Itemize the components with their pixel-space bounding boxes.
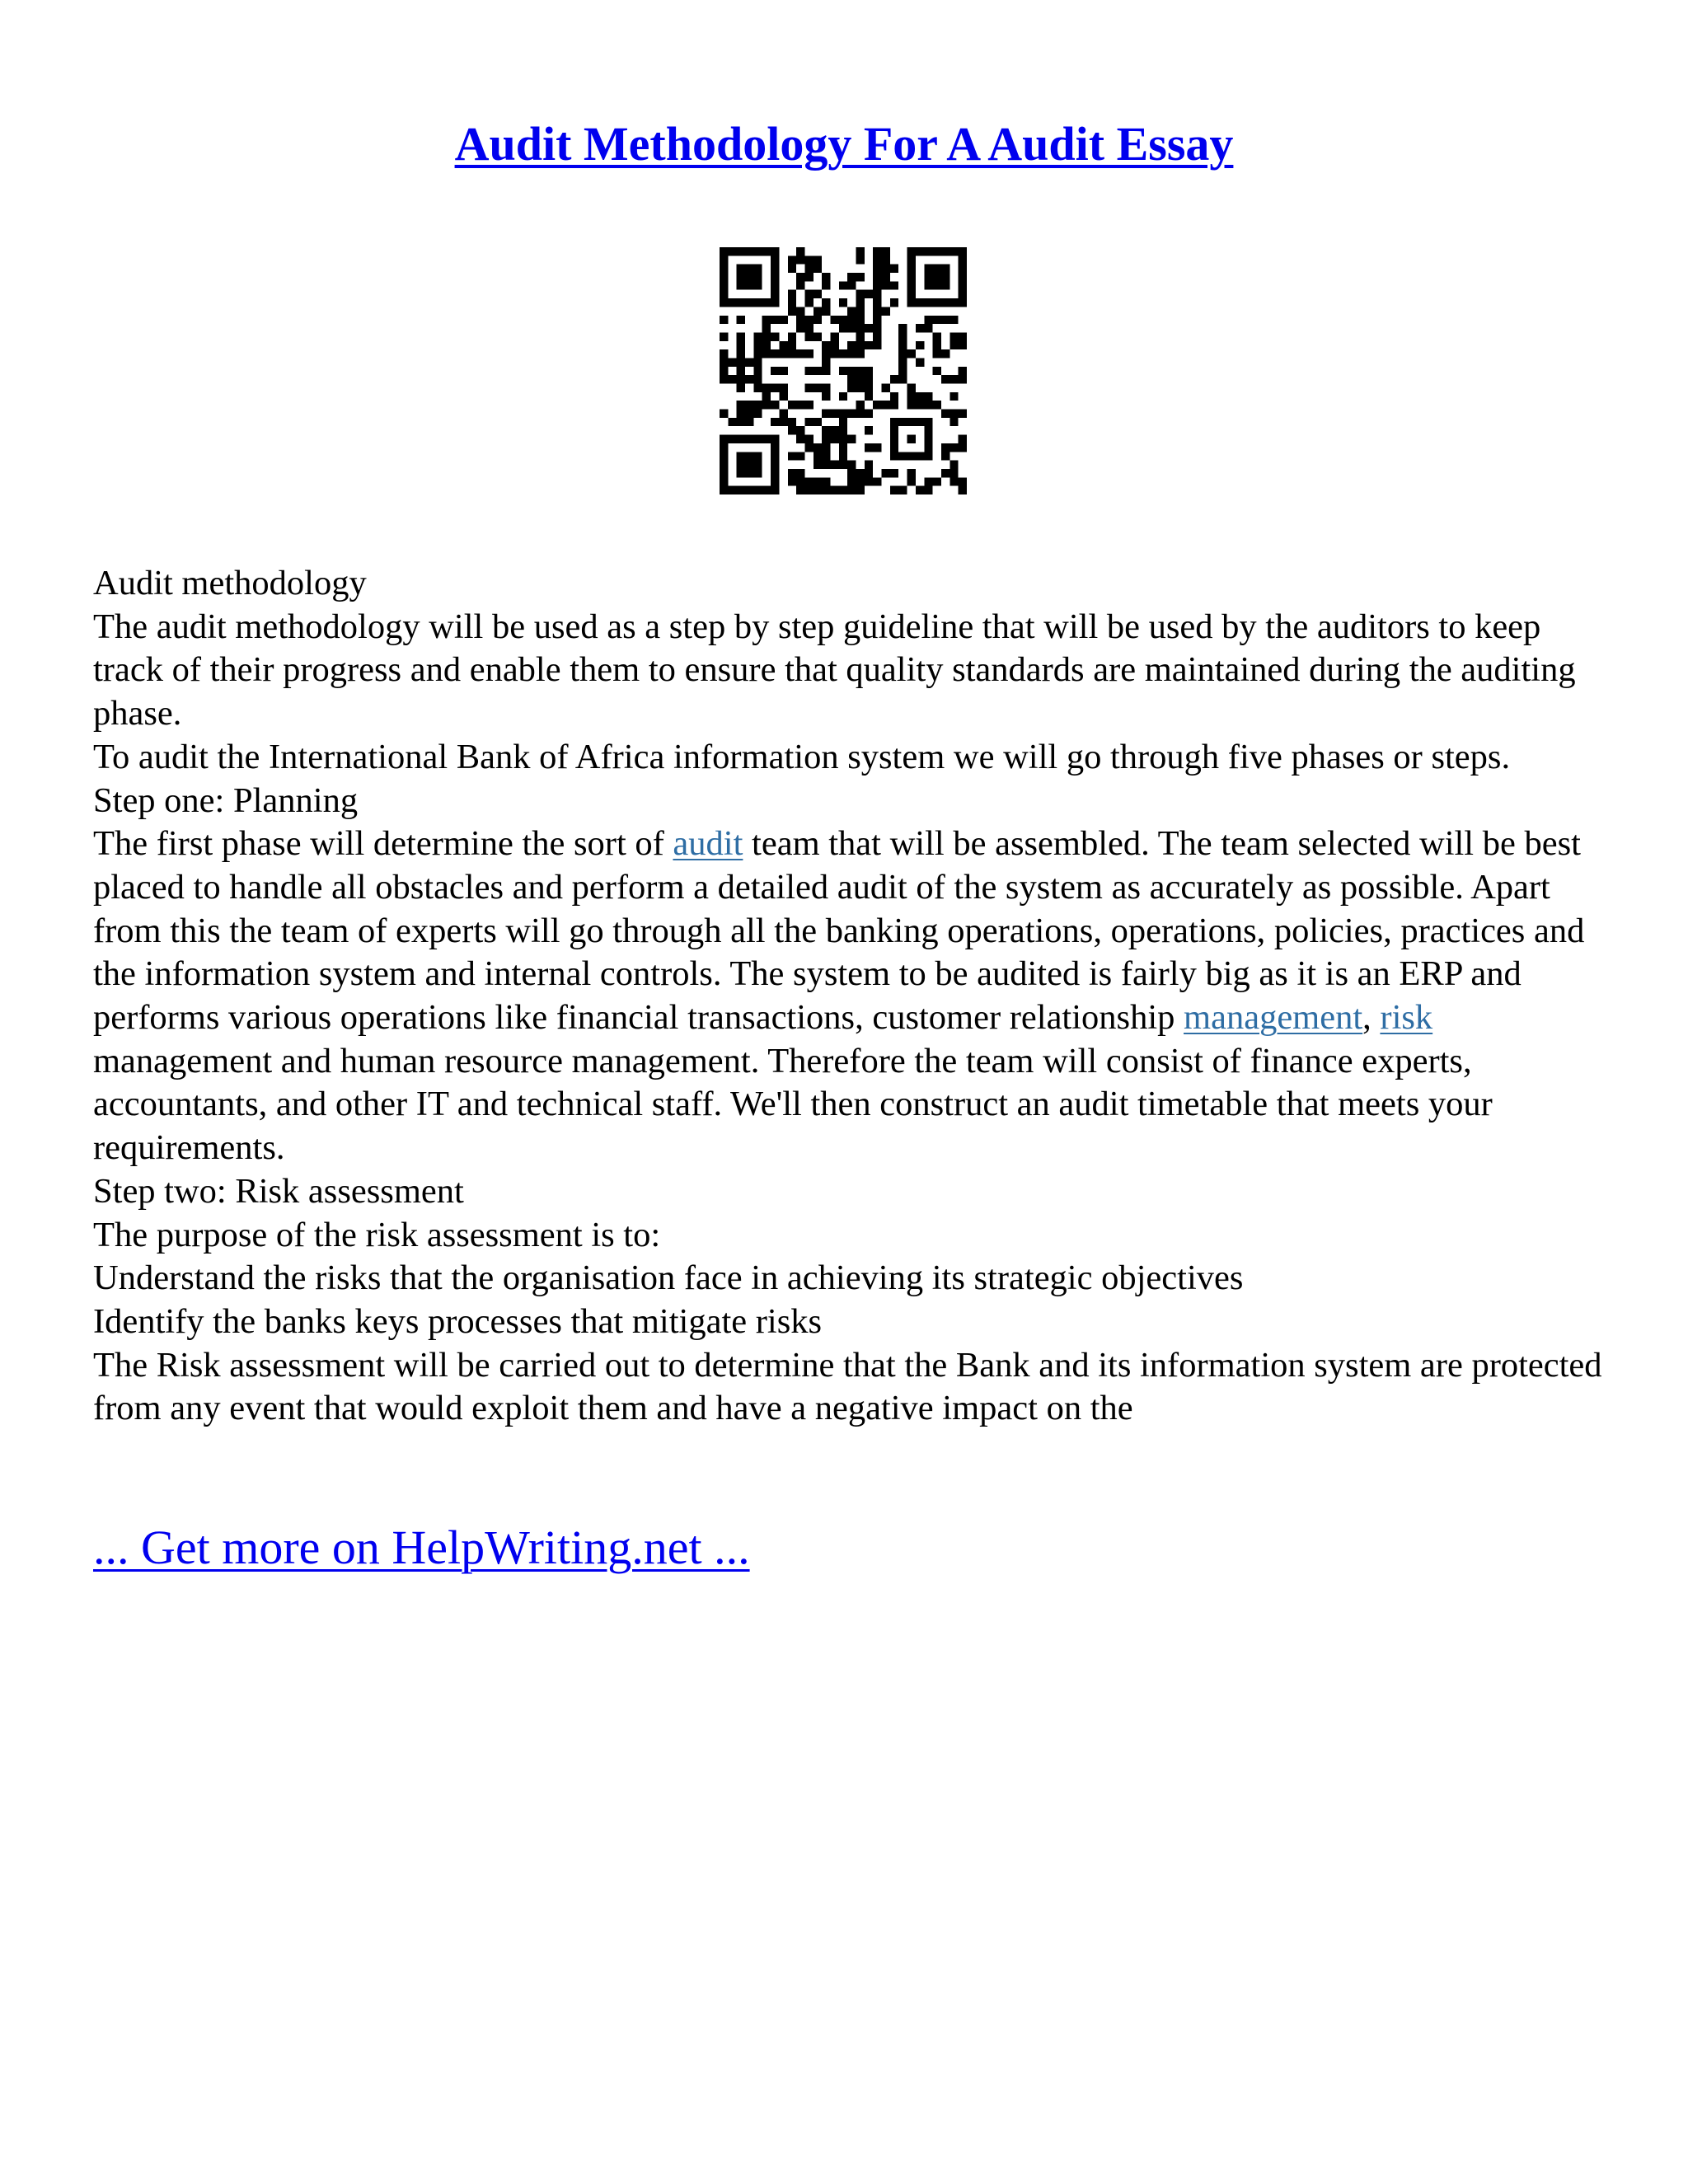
paragraph-text: The first phase will determine the sort of (93, 824, 673, 864)
section-heading: Audit methodology (93, 564, 367, 602)
paragraph-text: , (1362, 998, 1381, 1038)
paragraph: The audit methodology will be used as a step by step guideline that will be used by the auditors to keep track of their progress and enable them to ensure that quality standards are maintained during the auditing phase. (93, 607, 1576, 733)
paragraph (93, 823, 1610, 1170)
management-link[interactable]: management (1184, 998, 1363, 1038)
more-link-container (93, 1519, 750, 1577)
step-heading: Step two: Risk assessment (93, 1171, 464, 1211)
paragraph: The Risk assessment will be carried out to determine that the Bank and its information system are protected from any event that would exploit them and have a negative impact on the (93, 1345, 1602, 1428)
qr-code-icon (720, 247, 967, 494)
essay-body (93, 562, 1610, 1431)
list-item: Understand the risks that the organisation face in achieving its strategic objectives (93, 1258, 1244, 1298)
paragraph-text: team that will be assembled. The team selected will be best placed to handle all obstacles and perform a detailed audit of the system as accurately as possible. Apart from this the team of experts will go through all the banking operations, operations, policies, practices and the information system and internal controls. The system to be audited is fairly big as it is an ERP and performs various operations like financial transactions, customer relationship (93, 824, 1585, 1038)
list-item: Identify the banks keys processes that mitigate risks (93, 1301, 823, 1341)
paragraph: To audit the International Bank of Africa information system we will go through five phases or steps. (93, 737, 1511, 776)
step-heading: Step one: Planning (93, 780, 359, 820)
audit-link[interactable]: audit (673, 824, 743, 864)
paragraph-text: management and human resource management. Therefore the team will consist of finance experts, accountants, and other IT and technical staff. We'll then construct an audit timetable that meets your requirements. (93, 1041, 1493, 1168)
risk-link[interactable]: risk (1380, 998, 1433, 1038)
title-link[interactable]: Audit Methodology For A Audit Essay (454, 117, 1234, 171)
page-title (0, 115, 1688, 173)
paragraph: The purpose of the risk assessment is to: (93, 1215, 661, 1254)
get-more-link[interactable]: ... Get more on HelpWriting.net ... (93, 1521, 750, 1574)
